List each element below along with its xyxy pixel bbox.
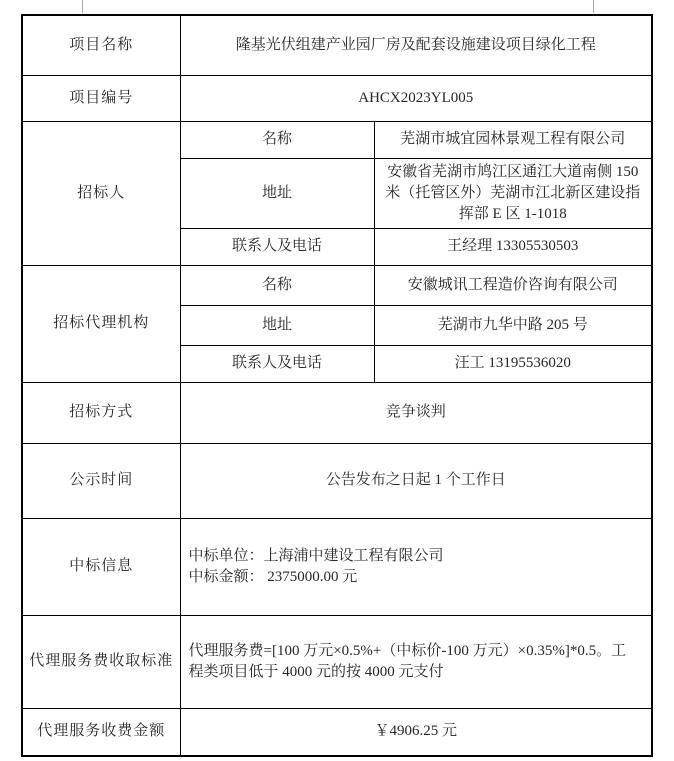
row-tenderer-name	[22, 121, 652, 158]
agency-name-label: 名称	[180, 265, 374, 305]
row-method	[22, 382, 652, 443]
tender-result-table	[21, 14, 653, 757]
row-fee-amount	[22, 708, 652, 756]
page-edge-line-left	[82, 0, 83, 13]
tenderer-address-label: 地址	[180, 158, 374, 228]
agency-contact-label: 联系人及电话	[180, 345, 374, 382]
tenderer-name-value: 芜湖市城宜园林景观工程有限公司	[374, 121, 652, 158]
bid-info-label: 中标信息	[22, 518, 180, 615]
agency-address-value: 芜湖市九华中路 205 号	[374, 305, 652, 345]
project-number-value: AHCX2023YL005	[180, 75, 652, 121]
tenderer-address-value: 安徽省芜湖市鸠江区通江大道南侧 150 米（托管区外）芜湖市江北新区建设指挥部 E 区 1-1018	[374, 158, 652, 228]
tenderer-contact-value: 王经理 13305530503	[374, 228, 652, 265]
publicity-value: 公告发布之日起 1 个工作日	[180, 443, 652, 518]
row-fee-standard	[22, 615, 652, 708]
agency-name-value: 安徽城讯工程造价咨询有限公司	[374, 265, 652, 305]
project-number-label: 项目编号	[22, 75, 180, 121]
agency-label: 招标代理机构	[22, 265, 180, 382]
method-value: 竞争谈判	[180, 382, 652, 443]
bid-amount-line: 中标金额： 2375000.00 元	[188, 568, 358, 585]
tenderer-name-label: 名称	[180, 121, 374, 158]
project-name-label: 项目名称	[22, 15, 180, 75]
fee-amount-value: ￥4906.25 元	[180, 708, 652, 756]
method-label: 招标方式	[22, 382, 180, 443]
project-name-value: 隆基光伏组建产业园厂房及配套设施建设项目绿化工程	[180, 15, 652, 75]
page-edge-line-right	[593, 0, 594, 13]
fee-amount-label: 代理服务收费金额	[22, 708, 180, 756]
fee-standard-value: 代理服务费=[100 万元×0.5%+（中标价-100 万元）×0.35%]*0.5。工程类项目低于 4000 元的按 4000 元支付	[180, 615, 652, 708]
row-publicity	[22, 443, 652, 518]
row-project-name	[22, 15, 652, 75]
fee-standard-label: 代理服务费收取标准	[22, 615, 180, 708]
bid-info-value	[180, 518, 652, 615]
agency-contact-value: 汪工 13195536020	[374, 345, 652, 382]
row-bid-info	[22, 518, 652, 615]
bid-winner-line: 中标单位：上海浦中建设工程有限公司	[188, 547, 444, 564]
tenderer-label: 招标人	[22, 121, 180, 265]
row-agency-name	[22, 265, 652, 305]
publicity-label: 公示时间	[22, 443, 180, 518]
row-project-number	[22, 75, 652, 121]
agency-address-label: 地址	[180, 305, 374, 345]
tenderer-contact-label: 联系人及电话	[180, 228, 374, 265]
